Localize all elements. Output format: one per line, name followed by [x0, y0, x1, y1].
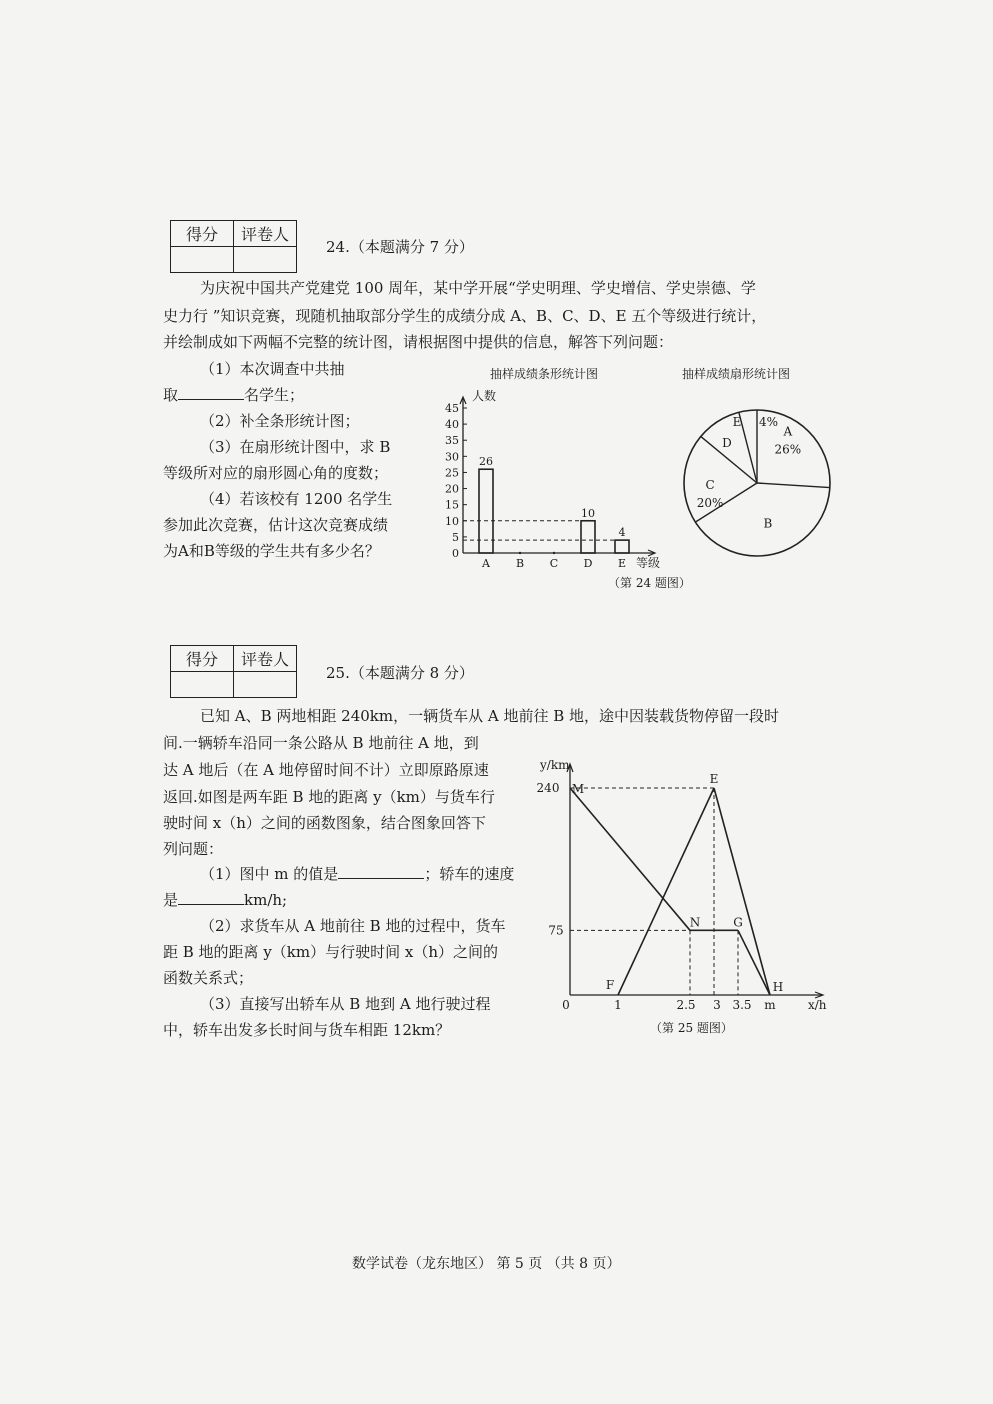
bar-D	[581, 521, 595, 553]
pie-chart-title: 抽样成绩扇形统计图	[682, 367, 791, 381]
grader-cell[interactable]	[234, 672, 297, 698]
x-tick-label: 3.5	[732, 998, 752, 1012]
score-cell[interactable]	[171, 672, 234, 698]
x-tick-label: A	[482, 557, 490, 570]
y-tick-label: 0	[452, 547, 459, 560]
page-footer: 数学试卷（龙东地区） 第 5 页 （共 8 页）	[352, 1256, 621, 1272]
bar-E	[615, 540, 629, 553]
car-line-GH	[738, 930, 770, 995]
q25-line-12: （3）直接写出轿车从 B 地到 A 地行驶过程	[200, 995, 491, 1013]
figure-25-caption: （第 25 题图）	[650, 1021, 733, 1035]
answer-blank-24-1[interactable]	[178, 385, 244, 400]
y-tick-label: 10	[445, 514, 459, 528]
q25-line-9: （2）求货车从 A 地前往 B 地的过程中，货车	[200, 917, 506, 935]
score-header: 得分	[171, 221, 234, 247]
grader-header: 评卷人	[234, 646, 297, 672]
answer-blank-25-speed[interactable]	[178, 890, 244, 905]
bar-label-A: 26	[479, 455, 493, 469]
q25-line-4: 返回.如图是两车距 B 地的距离 y（km）与货车行	[163, 788, 495, 806]
pie-label-E: E	[732, 415, 742, 429]
x-axis-label: x/h	[808, 998, 827, 1012]
pie-percent-E: 4%	[759, 415, 779, 429]
q24-sub4c: 为A和B等级的学生共有多少名？	[163, 542, 380, 560]
grader-cell[interactable]	[234, 247, 297, 273]
point-label-N: N	[689, 915, 701, 930]
q25-line-5: 驶时间 x（h）之间的函数图象，结合图象回答下	[163, 814, 486, 832]
grader-header: 评卷人	[234, 221, 297, 247]
point-label-G: G	[733, 915, 743, 930]
bar-chart-xlabel: 等级	[636, 556, 661, 570]
q24-intro-line-3: 并绘制成如下两幅不完整的统计图，请根据图中提供的信息，解答下列问题：	[163, 333, 674, 351]
q25-line-7: （1）图中 m 的值是 ；轿车的速度	[200, 865, 515, 883]
point-label-H: H	[772, 980, 784, 994]
empty-category-dot	[553, 552, 555, 554]
q24-sub4b: 参加此次竞赛，估计这次竞赛成绩	[163, 516, 389, 534]
point-label-M: M	[571, 782, 585, 796]
y-tick-240: 240	[536, 781, 560, 795]
pie-label-B: B	[763, 516, 773, 531]
q24-intro-line-1: 为庆祝中国共产党建党 100 周年，某中学开展“学史明理、学史增信、学史崇德、学	[200, 279, 756, 297]
y-tick-label: 40	[445, 418, 459, 432]
q24-sub3a: （3）在扇形统计图中，求 B	[200, 438, 391, 456]
pie-boundary	[757, 483, 830, 488]
point-label-F: F	[605, 978, 615, 992]
point-label-E: E	[709, 772, 719, 786]
score-table-24	[170, 220, 297, 273]
answer-blank-25-m[interactable]	[338, 864, 424, 879]
pie-percent-A: 26%	[774, 442, 802, 457]
bar-chart	[430, 360, 691, 600]
q25-line-3: 达 A 地后（在 A 地停留时间不计）立即原路原速	[163, 761, 489, 779]
x-tick-label: B	[515, 557, 525, 570]
x-tick-label: m	[764, 998, 776, 1012]
q24-sub2: （2）补全条形统计图；	[200, 412, 360, 430]
q24-sub1a: （1）本次调查中共抽	[200, 360, 345, 378]
q25-line-11: 函数关系式；	[163, 969, 254, 987]
pie-percent-C: 20%	[696, 495, 724, 510]
q25-line-8: 是 km/h;	[163, 891, 288, 909]
bar-chart-title: 抽样成绩条形统计图	[490, 367, 599, 381]
x-tick-label: D	[583, 557, 593, 570]
car-line-MN	[570, 788, 690, 930]
y-tick-label: 5	[452, 530, 459, 544]
x-tick-label: 1	[614, 998, 622, 1012]
q25-line-2: 间.一辆轿车沿同一条公路从 B 地前往 A 地，到	[163, 734, 479, 752]
y-tick-label: 35	[445, 434, 459, 448]
q24-intro-line-2: 史力行 ”知识竞赛，现随机抽取部分学生的成绩分成 A、B、C、D、E 五个等级进行统计，	[163, 307, 767, 325]
score-header: 得分	[171, 646, 234, 672]
empty-category-dot	[519, 552, 521, 554]
x-tick-label: 2.5	[676, 998, 696, 1012]
y-tick-label: 15	[445, 498, 459, 512]
q24-sub4a: （4）若该校有 1200 名学生	[200, 490, 393, 508]
x-tick-label: E	[617, 557, 627, 570]
y-axis-label: y/km	[540, 758, 570, 772]
score-cell[interactable]	[171, 247, 234, 273]
pie-boundary	[739, 412, 757, 483]
function-graph	[530, 755, 840, 1040]
bar-label-E: 4	[618, 526, 626, 540]
bar-label-D: 10	[581, 506, 595, 520]
q25-line-13: 中，轿车出发多长时间与货车相距 12km？	[163, 1021, 451, 1039]
pie-label-A: A	[783, 424, 793, 439]
x-tick-label: C	[549, 557, 559, 570]
truck-line-FE	[618, 788, 714, 995]
y-tick-label: 30	[445, 450, 459, 464]
q25-line-6: 列问题：	[163, 840, 224, 858]
pie-chart	[670, 360, 850, 570]
y-tick-label: 20	[445, 482, 459, 496]
score-table-25	[170, 645, 297, 698]
x-tick-label: 0	[562, 998, 570, 1012]
figure-24-caption: （第 24 题图）	[608, 576, 691, 590]
question-25-title: 25.（本题满分 8 分）	[326, 664, 474, 682]
car-line-EH	[714, 788, 770, 995]
question-24-title: 24.（本题满分 7 分）	[326, 238, 474, 256]
q24-sub1b: 取 名学生；	[163, 386, 305, 404]
y-tick-label: 25	[445, 466, 459, 480]
q24-sub3b: 等级所对应的扇形圆心角的度数；	[163, 464, 389, 482]
pie-label-C: C	[705, 477, 715, 492]
x-tick-label: 3	[713, 998, 721, 1012]
y-tick-label: 45	[445, 402, 459, 415]
q25-line-10: 距 B 地的距离 y（km）与行驶时间 x（h）之间的	[163, 943, 499, 961]
pie-label-D: D	[722, 436, 732, 451]
y-tick-75: 75	[548, 923, 564, 938]
q25-line-1: 已知 A、B 两地相距 240km，一辆货车从 A 地前往 B 地，途中因装载货物停留一段时	[200, 707, 780, 725]
bar-chart-ylabel: 人数	[472, 389, 497, 403]
